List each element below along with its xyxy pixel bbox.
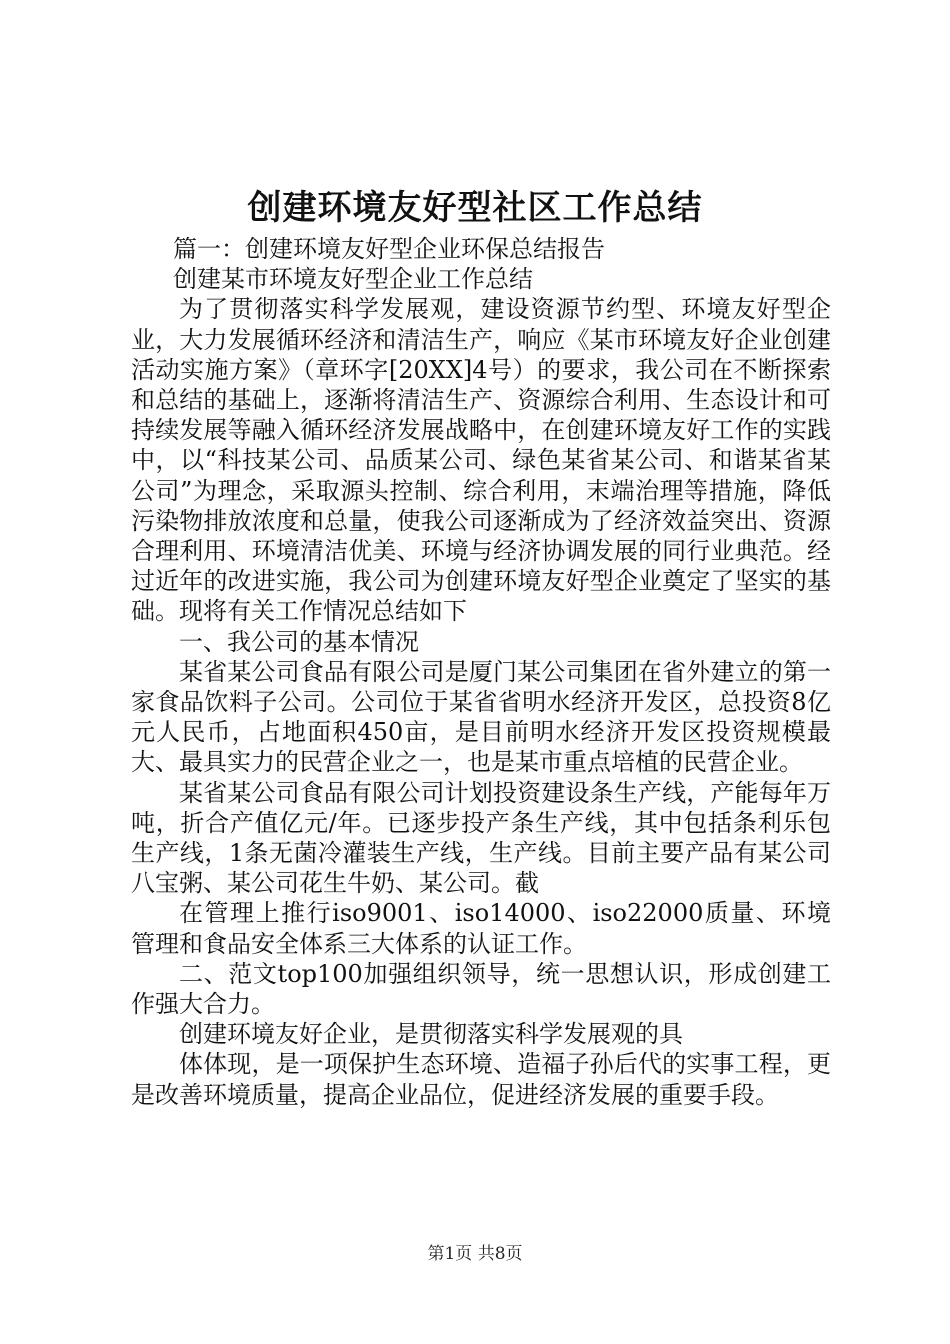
paragraph-environment-friendly: 创建环境友好企业，是贯彻落实科学发展观的具 [179, 1020, 683, 1049]
document-title: 创建环境友好型社区工作总结 [247, 188, 703, 228]
paragraph-management-systems: 在管理上推行iso9001、iso14000、iso22000质量、环境管理和食品安全体系三大体系的认证工作。 [131, 899, 831, 958]
paragraph-intro: 为了贯彻落实科学发展观，建设资源节约型、环境友好型企业，大力发展循环经济和清洁生产，响应《某市环境友好企业创建活动实施方案》（章环字[20XX]4号）的要求，我公司在不断探索和总结的基础上，逐渐将清洁生产、资源综合利用、生态设计和可持续发展等融入循环经济发展战略中，在创建环境友好工作的实践中，以“科技某公司、品质某公司、绿色某省某公司、和谐某省某公司”为理念，采取源头控制、综合利用，末端治理等措施，降低污染物排放浓度和总量，使我公司逐渐成为了经济效益突出、资源合理利用、环境清洁优美、环境与经济协调发展的同行业典范。经过近年的改进实施，我公司为创建环境友好型企业奠定了坚实的基础。现将有关工作情况总结如下 [131, 295, 831, 626]
page-number: 第1页 共8页 [427, 1244, 523, 1264]
paragraph-subtitle: 创建某市环境友好型企业工作总结 [173, 265, 533, 294]
paragraph-article-heading: 篇一：创建环境友好型企业环保总结报告 [173, 235, 605, 263]
paragraph-significance: 体体现，是一项保护生态环境、造福子孙后代的实事工程，更是改善环境质量，提高企业品位，促进经济发展的重要手段。 [131, 1050, 831, 1109]
paragraph-section-one-heading: 一、我公司的基本情况 [179, 627, 419, 656]
paragraph-production-lines: 某省某公司食品有限公司计划投资建设条生产线，产能每年万吨，折合产值亿元/年。已逐步投产条生产线，其中包括条利乐包生产线，1条无菌冷灌装生产线，生产线。目前主要产品有某公司八宝粥、某公司花生牛奶、某公司。截 [131, 778, 831, 898]
document-body [131, 234, 831, 1110]
paragraph-section-two-heading: 二、范文top100加强组织领导，统一思想认识，形成创建工作强大合力。 [131, 959, 831, 1019]
paragraph-company-overview: 某省某公司食品有限公司是厦门某公司集团在省外建立的第一家食品饮料子公司。公司位于某省省明水经济开发区，总投资8亿元人民币，占地面积450亩，是目前明水经济开发区投资规模最大、最具实力的民营企业之一，也是某市重点培植的民营企业。 [131, 657, 831, 777]
